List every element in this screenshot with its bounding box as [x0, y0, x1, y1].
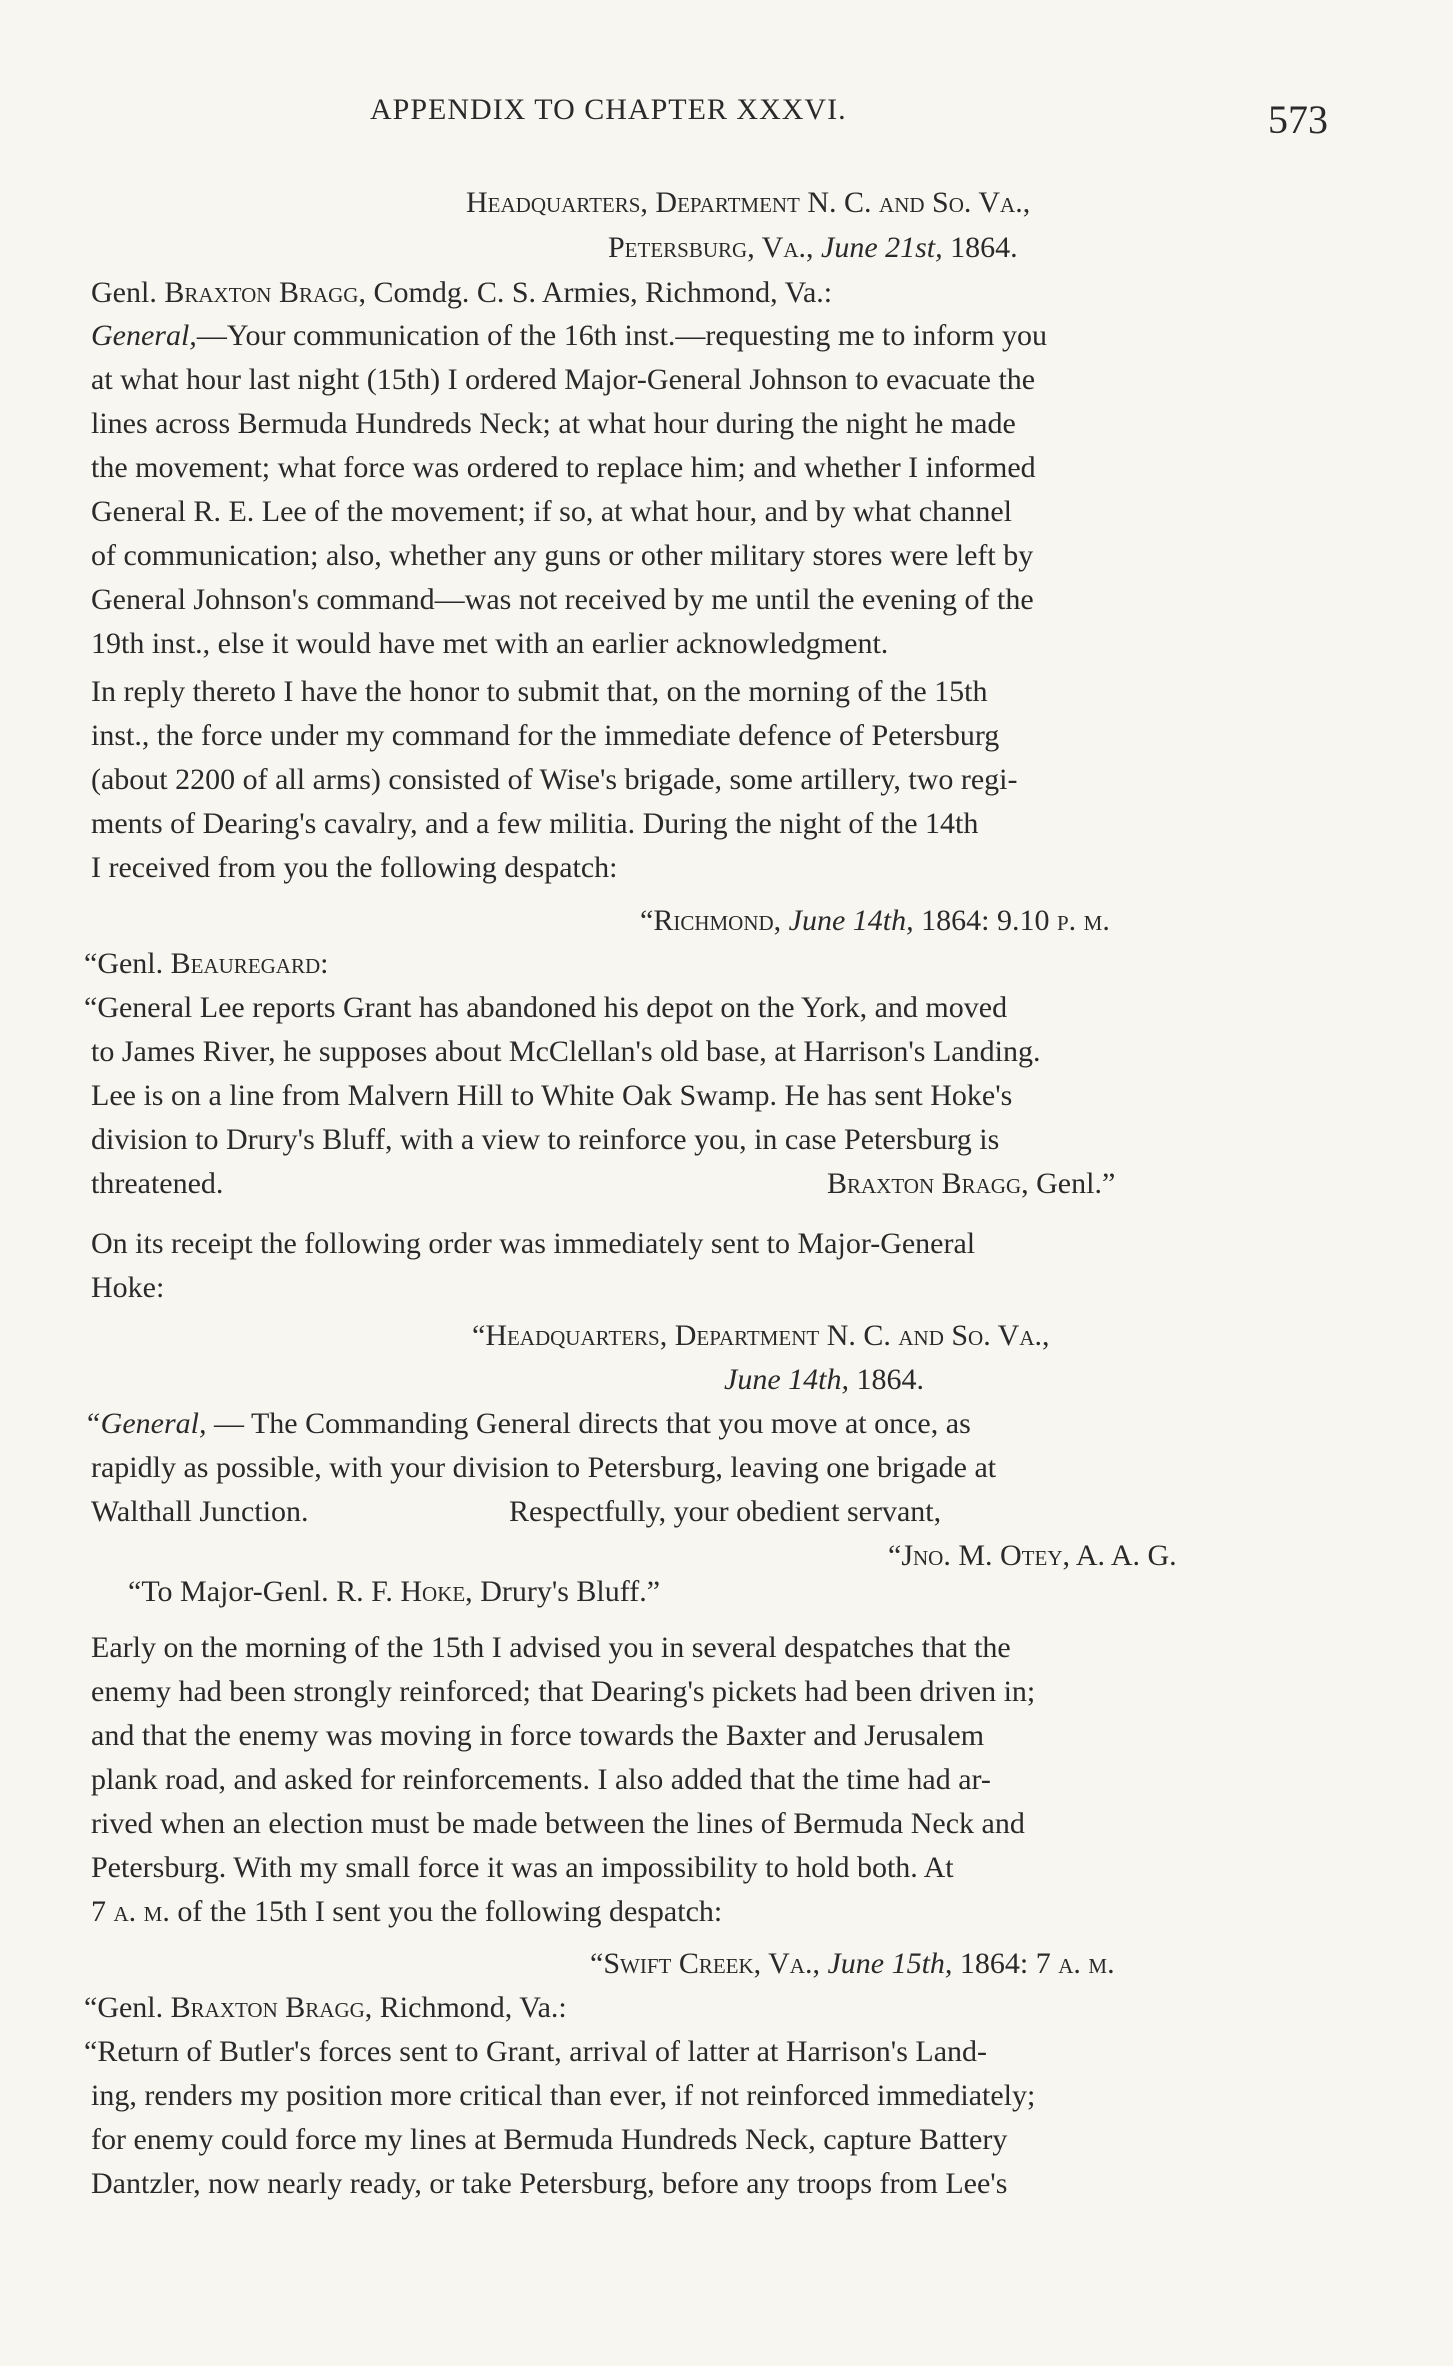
order-date: June 14th, 1864. — [724, 1363, 924, 1396]
body-line: General,—Your communication of the 16th inst.—requesting me to inform you — [91, 319, 1048, 352]
despatch-line: “Return of Butler's forces sent to Grant, arrival of latter at Harrison's Land- — [84, 2035, 988, 2068]
despatch-line: ing, renders my position more critical than ever, if not reinforced immediately; — [91, 2079, 1036, 2112]
order-line: Walthall Junction. — [91, 1495, 309, 1528]
body-line: lines across Bermuda Hundreds Neck; at what hour during the night he made — [91, 407, 1016, 440]
body-line: Petersburg. With my small force it was an impossibility to hold both. At — [91, 1851, 954, 1884]
order-recipient: “To Major-Genl. R. F. Hoke, Drury's Bluff.” — [128, 1575, 661, 1608]
despatch-signature: Braxton Bragg, Genl.” — [827, 1167, 1116, 1200]
body-line: I received from you the following despatch: — [91, 851, 618, 884]
body-line: General Johnson's command—was not received by me until the evening of the — [91, 583, 1034, 616]
despatch-line: division to Drury's Bluff, with a view to reinforce you, in case Petersburg is — [91, 1123, 1000, 1156]
order-closing: Respectfully, your obedient servant, — [509, 1495, 942, 1528]
despatch-line: Dantzler, now nearly ready, or take Petersburg, before any troops from Lee's — [91, 2167, 1008, 2200]
body-line: Early on the morning of the 15th I advised you in several despatches that the — [91, 1631, 1011, 1664]
letter-heading-line2: Petersburg, Va., June 21st, 1864. — [608, 231, 1018, 264]
letter-addressee: Genl. Braxton Bragg, Comdg. C. S. Armies, Richmond, Va.: — [91, 276, 833, 309]
body-line: 19th inst., else it would have met with an earlier acknowledgment. — [91, 627, 889, 660]
body-line: ments of Dearing's cavalry, and a few militia. During the night of the 14th — [91, 807, 979, 840]
body-line: inst., the force under my command for the immediate defence of Petersburg — [91, 719, 1000, 752]
body-line: the movement; what force was ordered to replace him; and whether I informed — [91, 451, 1036, 484]
body-line: and that the enemy was moving in force towards the Baxter and Jerusalem — [91, 1719, 985, 1752]
body-line: Hoke: — [91, 1271, 165, 1304]
body-line: On its receipt the following order was immediately sent to Major-General — [91, 1227, 976, 1260]
page-number: 573 — [1268, 97, 1328, 142]
despatch-addressee: “Genl. Beauregard: — [84, 947, 329, 980]
despatch-line: Lee is on a line from Malvern Hill to White Oak Swamp. He has sent Hoke's — [91, 1079, 1013, 1112]
despatch-line: to James River, he supposes about McClellan's old base, at Harrison's Landing. — [91, 1035, 1041, 1068]
despatch-addressee: “Genl. Braxton Bragg, Richmond, Va.: — [84, 1991, 567, 2024]
despatch-dateline: “Richmond, June 14th, 1864: 9.10 p. m. — [640, 904, 1110, 937]
order-line: rapidly as possible, with your division to Petersburg, leaving one brigade at — [91, 1451, 997, 1484]
order-signature: “Jno. M. Otey, A. A. G. — [888, 1539, 1177, 1572]
despatch-line: threatened. — [91, 1167, 224, 1200]
despatch-line: “General Lee reports Grant has abandoned his depot on the York, and moved — [84, 991, 1008, 1024]
body-line: enemy had been strongly reinforced; that Dearing's pickets had been driven in; — [91, 1675, 1036, 1708]
body-line: of communication; also, whether any guns or other military stores were left by — [91, 539, 1034, 572]
order-line: “General, — The Commanding General directs that you move at once, as — [84, 1407, 971, 1440]
running-title: APPENDIX TO CHAPTER XXXVI. — [370, 93, 847, 126]
body-line: at what hour last night (15th) I ordered Major-General Johnson to evacuate the — [91, 363, 1036, 396]
body-line: In reply thereto I have the honor to submit that, on the morning of the 15th — [91, 675, 988, 708]
despatch-line: for enemy could force my lines at Bermuda Hundreds Neck, capture Battery — [91, 2123, 1008, 2156]
letter-heading-line1: Headquarters, Department N. C. and So. Va., — [466, 186, 1031, 219]
despatch-dateline: “Swift Creek, Va., June 15th, 1864: 7 a. m. — [590, 1947, 1115, 1980]
body-line: rived when an election must be made between the lines of Bermuda Neck and — [91, 1807, 1025, 1840]
body-line: General R. E. Lee of the movement; if so, at what hour, and by what channel — [91, 495, 1013, 528]
body-line: (about 2200 of all arms) consisted of Wise's brigade, some artillery, two regi- — [91, 763, 1018, 796]
body-line: 7 a. m. of the 15th I sent you the following despatch: — [91, 1895, 723, 1928]
order-heading: “Headquarters, Department N. C. and So. Va., — [472, 1319, 1050, 1352]
body-line: plank road, and asked for reinforcements. I also added that the time had ar- — [91, 1763, 991, 1796]
